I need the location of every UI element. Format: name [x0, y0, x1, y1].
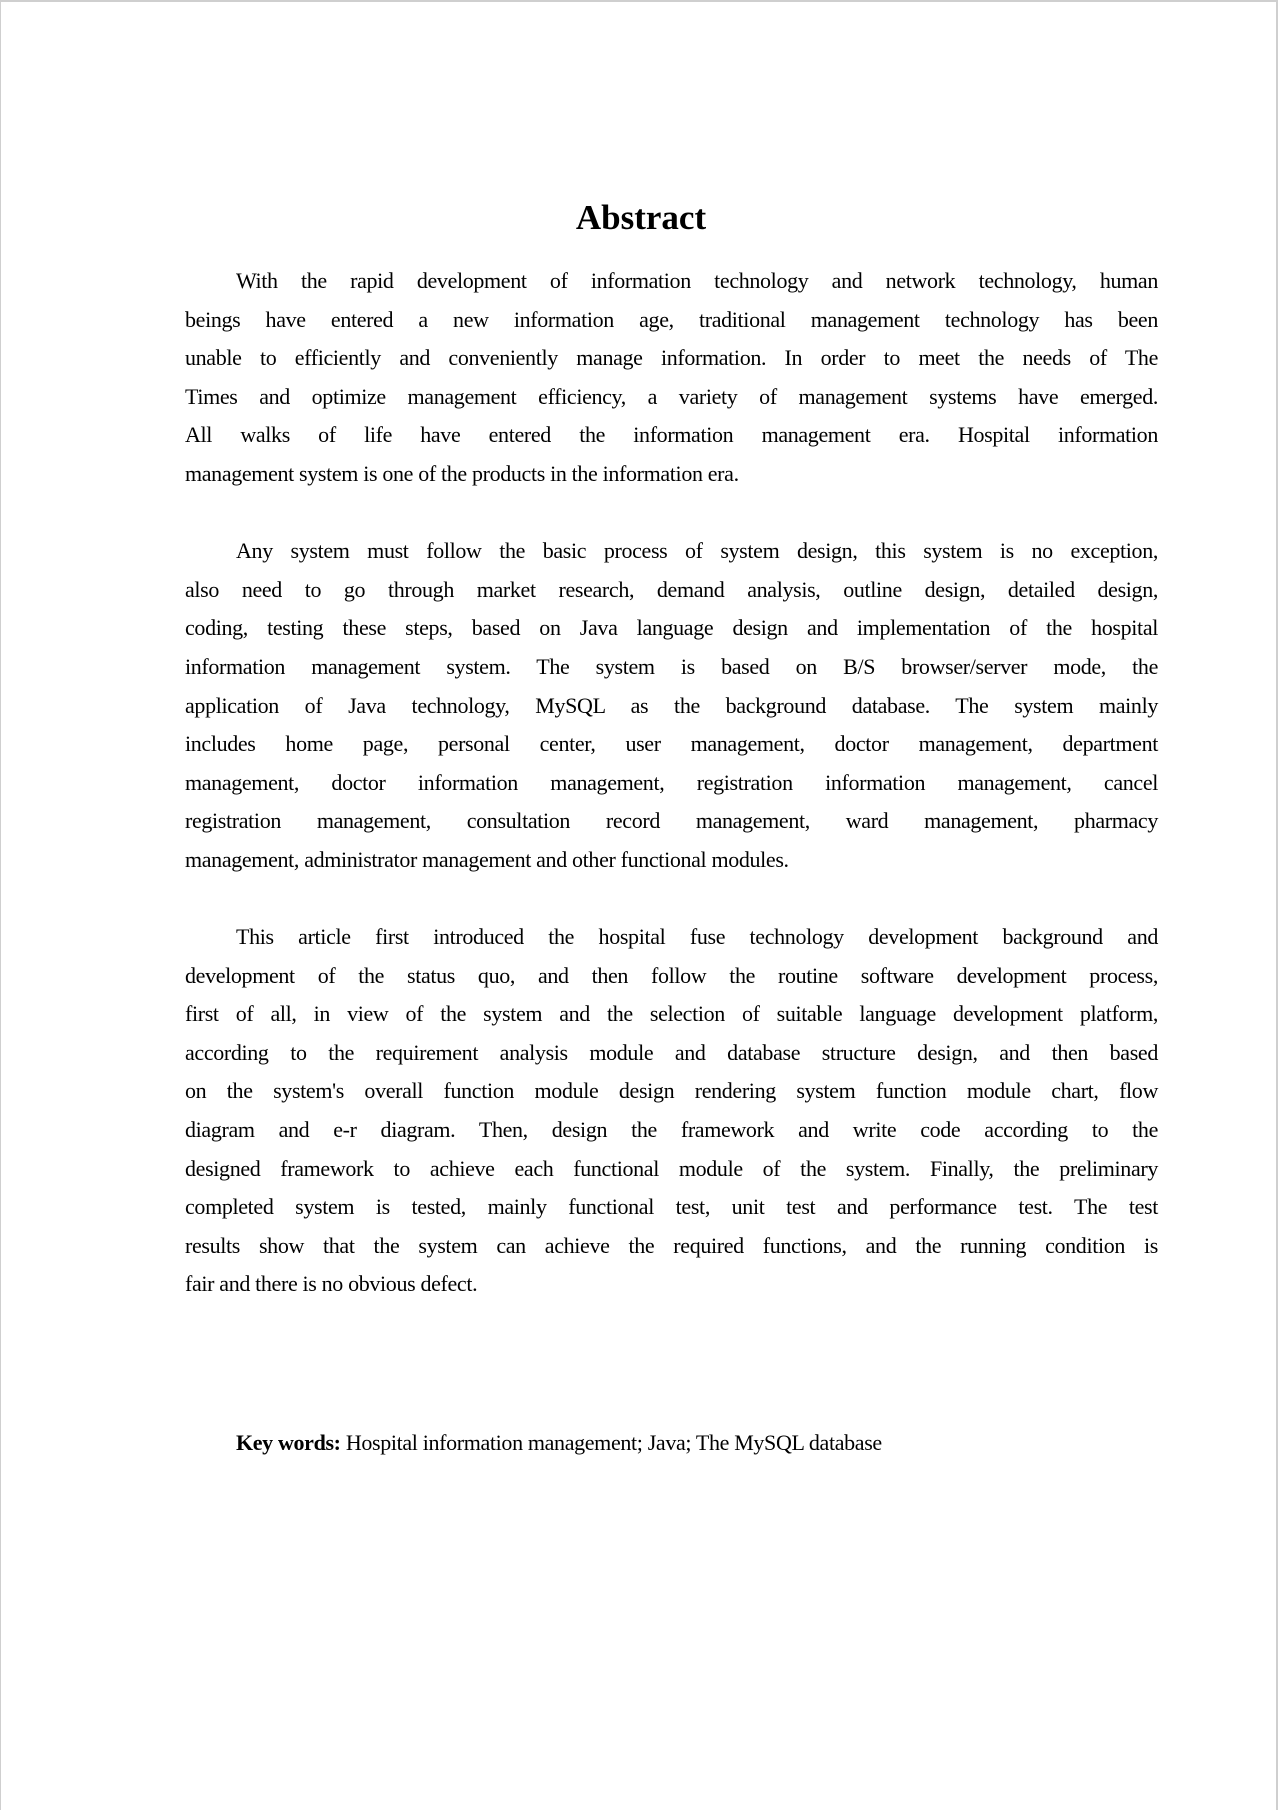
text-line: also need to go through market research, demand analysis, outline design, detailed design, — [185, 576, 1158, 602]
text-line: first of all, in view of the system and the selection of suitable language development platform, — [185, 1001, 1158, 1027]
keywords-label: Key words: — [236, 1430, 341, 1455]
text-line: completed system is tested, mainly functional test, unit test and performance test. The test — [185, 1194, 1158, 1220]
keywords-value: Hospital information management; Java; The MySQL database — [345, 1430, 882, 1455]
text-line: This article first introduced the hospital fuse technology development background and — [236, 924, 1158, 950]
text-line: Times and optimize management efficiency, a variety of management systems have emerged. — [185, 383, 1158, 409]
text-line: beings have entered a new information age, traditional management technology has been — [185, 306, 1158, 332]
text-line: development of the status quo, and then follow the routine software development process, — [185, 962, 1158, 988]
abstract-title: Abstract — [575, 198, 707, 237]
text-line: information management system. The system is based on B/S browser/server mode, the — [185, 653, 1158, 679]
text-line: includes home page, personal center, user management, doctor management, department — [185, 731, 1158, 757]
text-line: coding, testing these steps, based on Java language design and implementation of the hospital — [185, 615, 1158, 641]
abstract-paragraph-2 — [185, 532, 1158, 879]
text-line: on the system's overall function module design rendering system function module chart, flow — [185, 1078, 1158, 1104]
keywords — [236, 1424, 882, 1462]
text-line: diagram and e-r diagram. Then, design the framework and write code according to the — [185, 1117, 1158, 1143]
text-line: With the rapid development of information technology and network technology, human — [236, 268, 1158, 293]
abstract-paragraph-1 — [185, 262, 1158, 494]
text-line: unable to efficiently and conveniently manage information. In order to meet the needs of The — [185, 345, 1158, 371]
text-line: Any system must follow the basic process of system design, this system is no exception, — [236, 538, 1158, 564]
abstract-paragraph-3 — [185, 918, 1158, 1304]
text-line: designed framework to achieve each functional module of the system. Finally, the preliminary — [185, 1155, 1158, 1181]
text-line: results show that the system can achieve the required functions, and the running condition is — [185, 1232, 1158, 1258]
text-line: registration management, consultation record management, ward management, pharmacy — [185, 808, 1158, 834]
abstract-body — [185, 262, 1158, 1304]
text-line: All walks of life have entered the information management era. Hospital information — [185, 422, 1158, 448]
text-line: according to the requirement analysis module and database structure design, and then based — [185, 1039, 1158, 1065]
text-line: management, doctor information management, registration information management, cancel — [185, 769, 1158, 795]
text-line: fair and there is no obvious defect. — [185, 1271, 478, 1297]
text-line: application of Java technology, MySQL as the background database. The system mainly — [185, 692, 1158, 718]
text-line: management system is one of the products in the information era. — [185, 460, 739, 486]
text-line: management, administrator management and other functional modules. — [185, 846, 789, 872]
